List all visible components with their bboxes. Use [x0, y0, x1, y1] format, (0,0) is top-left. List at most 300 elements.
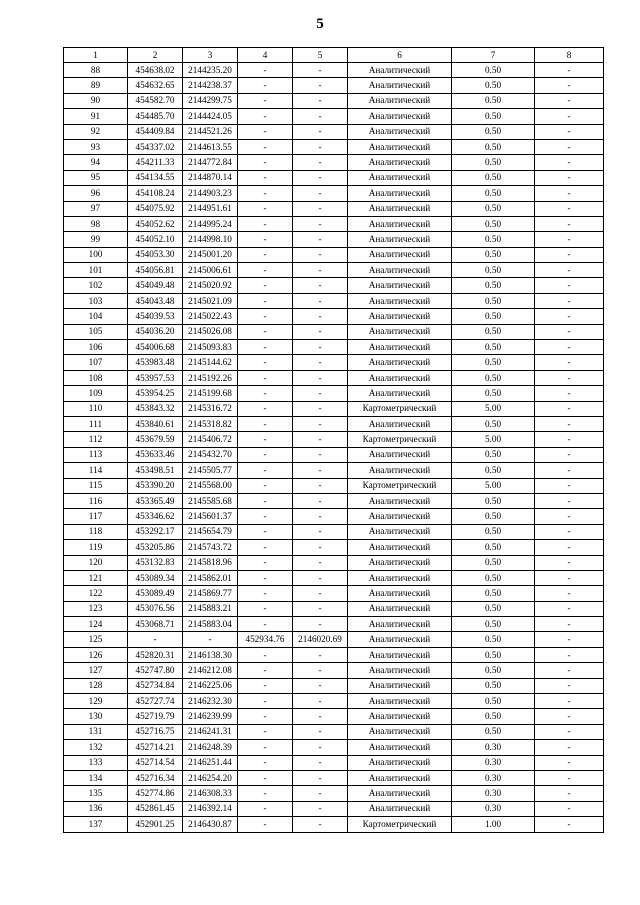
table-cell: 1.00 [452, 817, 535, 832]
table-row [64, 263, 604, 278]
table-cell: - [535, 324, 604, 339]
table-cell: - [535, 493, 604, 508]
table-cell: - [535, 216, 604, 231]
table-cell: Аналитический [348, 263, 452, 278]
column-header: 6 [348, 48, 452, 63]
table-cell: 453076.56 [128, 601, 183, 616]
table-cell: - [535, 124, 604, 139]
table-cell: 454485.70 [128, 109, 183, 124]
table-cell: - [238, 416, 293, 431]
table-cell: - [238, 555, 293, 570]
table-cell: 2144299.75 [183, 93, 238, 108]
table-cell: Аналитический [348, 324, 452, 339]
table-cell: - [238, 694, 293, 709]
table-cell: 0.50 [452, 570, 535, 585]
table-cell: - [238, 724, 293, 739]
table-cell: 2145601.37 [183, 509, 238, 524]
table-cell: - [293, 263, 348, 278]
table-cell: 127 [64, 663, 128, 678]
table-cell: 2145505.77 [183, 463, 238, 478]
table-cell: - [535, 524, 604, 539]
table-cell: 0.50 [452, 632, 535, 647]
table-row [64, 770, 604, 785]
table-cell: 90 [64, 93, 128, 108]
table-cell: 2145199.68 [183, 386, 238, 401]
table-cell: 2144521.26 [183, 124, 238, 139]
table-cell: - [238, 817, 293, 832]
table-cell: 454337.02 [128, 139, 183, 154]
table-cell: - [293, 647, 348, 662]
table-row [64, 755, 604, 770]
table-cell: 0.50 [452, 509, 535, 524]
table-cell: - [293, 755, 348, 770]
table-cell: 109 [64, 386, 128, 401]
table-cell: - [293, 340, 348, 355]
table-cell: - [293, 124, 348, 139]
table-cell: - [535, 401, 604, 416]
table-cell: - [238, 155, 293, 170]
table-cell: Аналитический [348, 694, 452, 709]
table-cell: 0.50 [452, 170, 535, 185]
table-cell: - [238, 216, 293, 231]
table-row [64, 570, 604, 585]
table-row [64, 293, 604, 308]
coordinates-table [63, 47, 604, 833]
table-cell: 96 [64, 186, 128, 201]
table-cell: 454039.53 [128, 309, 183, 324]
table-cell: - [293, 463, 348, 478]
table-cell: - [293, 232, 348, 247]
table-cell: 118 [64, 524, 128, 539]
table-cell: - [238, 186, 293, 201]
table-cell: 2144951.61 [183, 201, 238, 216]
table-cell: 103 [64, 293, 128, 308]
table-cell: 102 [64, 278, 128, 293]
table-row [64, 786, 604, 801]
table-cell: 105 [64, 324, 128, 339]
table-cell: Аналитический [348, 170, 452, 185]
table-cell: 0.30 [452, 801, 535, 816]
table-row [64, 478, 604, 493]
table-cell: - [293, 355, 348, 370]
table-cell: 0.50 [452, 586, 535, 601]
table-cell: 89 [64, 78, 128, 93]
table-cell: - [535, 139, 604, 154]
table-cell: - [293, 724, 348, 739]
table-cell: 2144870.14 [183, 170, 238, 185]
table-cell: - [293, 93, 348, 108]
table-cell: 453954.25 [128, 386, 183, 401]
table-cell: 130 [64, 709, 128, 724]
table-cell: 452861.45 [128, 801, 183, 816]
table-cell: 2145568.00 [183, 478, 238, 493]
table-row [64, 186, 604, 201]
table-cell: - [293, 663, 348, 678]
table-cell: 94 [64, 155, 128, 170]
table-cell: 454108.24 [128, 186, 183, 201]
table-row [64, 247, 604, 262]
table-cell: 453292.17 [128, 524, 183, 539]
table-cell: 112 [64, 432, 128, 447]
table-cell: - [293, 601, 348, 616]
table-row [64, 155, 604, 170]
table-cell: 452714.21 [128, 740, 183, 755]
table-cell: 0.50 [452, 540, 535, 555]
table-cell: Аналитический [348, 186, 452, 201]
table-cell: - [238, 617, 293, 632]
table-cell: 452734.84 [128, 678, 183, 693]
table-cell: 454052.62 [128, 216, 183, 231]
table-cell: Аналитический [348, 663, 452, 678]
table-cell: 132 [64, 740, 128, 755]
table-cell: Аналитический [348, 447, 452, 462]
table-row [64, 401, 604, 416]
table-cell: - [293, 309, 348, 324]
table-cell: - [238, 601, 293, 616]
table-cell: 2146212.08 [183, 663, 238, 678]
table-cell: Аналитический [348, 786, 452, 801]
table-cell: Аналитический [348, 540, 452, 555]
table-cell: - [293, 709, 348, 724]
table-cell: 101 [64, 263, 128, 278]
table-cell: - [535, 540, 604, 555]
table-cell: - [293, 740, 348, 755]
table-cell: Аналитический [348, 355, 452, 370]
table-header-row [64, 48, 604, 63]
table-cell: - [238, 232, 293, 247]
table-cell: 136 [64, 801, 128, 816]
table-cell: 2144772.84 [183, 155, 238, 170]
table-cell: 116 [64, 493, 128, 508]
table-cell: - [238, 647, 293, 662]
table-cell: 0.50 [452, 278, 535, 293]
table-row [64, 355, 604, 370]
table-cell: 452714.54 [128, 755, 183, 770]
table-cell: - [535, 247, 604, 262]
table-cell: 2145883.21 [183, 601, 238, 616]
table-cell: 113 [64, 447, 128, 462]
table-cell: - [128, 632, 183, 647]
table-cell: 2146430.87 [183, 817, 238, 832]
table-row [64, 232, 604, 247]
table-cell: 0.50 [452, 93, 535, 108]
table-cell: Аналитический [348, 770, 452, 785]
table-cell: 453346.62 [128, 509, 183, 524]
table-cell: 454409.84 [128, 124, 183, 139]
table-cell: Аналитический [348, 601, 452, 616]
table-cell: - [535, 93, 604, 108]
column-header: 7 [452, 48, 535, 63]
table-cell: - [238, 663, 293, 678]
table-cell: - [535, 755, 604, 770]
table-cell: 2145316.72 [183, 401, 238, 416]
table-cell: 0.50 [452, 617, 535, 632]
table-cell: - [535, 817, 604, 832]
table-cell: Аналитический [348, 124, 452, 139]
table-cell: - [535, 78, 604, 93]
table-cell: 452901.25 [128, 817, 183, 832]
table-cell: Аналитический [348, 678, 452, 693]
table-cell: 0.50 [452, 216, 535, 231]
table-cell: 2145883.04 [183, 617, 238, 632]
table-cell: Аналитический [348, 524, 452, 539]
table-cell: 108 [64, 370, 128, 385]
table-cell: Аналитический [348, 740, 452, 755]
table-cell: 454211.33 [128, 155, 183, 170]
table-row [64, 324, 604, 339]
table-cell: - [293, 155, 348, 170]
table-cell: 110 [64, 401, 128, 416]
table-cell: - [535, 186, 604, 201]
table-cell: - [293, 770, 348, 785]
table-cell: Аналитический [348, 278, 452, 293]
table-row [64, 647, 604, 662]
table-cell: 0.50 [452, 247, 535, 262]
table-cell: 2145432.70 [183, 447, 238, 462]
table-cell: 453983.48 [128, 355, 183, 370]
table-cell: - [293, 555, 348, 570]
table-cell: 2144235.20 [183, 63, 238, 78]
table-cell: Аналитический [348, 586, 452, 601]
table-cell: 453365.49 [128, 493, 183, 508]
table-cell: Аналитический [348, 570, 452, 585]
table-cell: Аналитический [348, 247, 452, 262]
table-row [64, 663, 604, 678]
table-cell: 2145192.26 [183, 370, 238, 385]
table-cell: 2145006.61 [183, 263, 238, 278]
table-row [64, 109, 604, 124]
table-cell: 453205.86 [128, 540, 183, 555]
table-cell: 0.50 [452, 293, 535, 308]
table-row [64, 817, 604, 832]
table-cell: 107 [64, 355, 128, 370]
table-cell: - [238, 463, 293, 478]
table-cell: 2145093.83 [183, 340, 238, 355]
table-cell: 0.50 [452, 524, 535, 539]
table-cell: 454036.20 [128, 324, 183, 339]
table-cell: - [293, 324, 348, 339]
table-cell: - [238, 340, 293, 355]
table-cell: - [293, 201, 348, 216]
table-cell: 2145021.09 [183, 293, 238, 308]
table-cell: - [535, 678, 604, 693]
table-cell: - [238, 493, 293, 508]
table-cell: 454052.10 [128, 232, 183, 247]
column-header: 3 [183, 48, 238, 63]
table-cell: 0.50 [452, 78, 535, 93]
table-cell: - [535, 355, 604, 370]
table-cell: 2145022.43 [183, 309, 238, 324]
table-cell: - [535, 386, 604, 401]
table-cell: 2144903.23 [183, 186, 238, 201]
column-header: 4 [238, 48, 293, 63]
table-row [64, 124, 604, 139]
table-cell: 452820.31 [128, 647, 183, 662]
table-cell: - [535, 709, 604, 724]
table-cell: - [293, 447, 348, 462]
table-cell: 2145001.20 [183, 247, 238, 262]
table-cell: Аналитический [348, 386, 452, 401]
table-cell: - [238, 309, 293, 324]
table-cell: 2145144.62 [183, 355, 238, 370]
table-cell: 2146392.14 [183, 801, 238, 816]
table-cell: 2145026.08 [183, 324, 238, 339]
table-cell: Аналитический [348, 632, 452, 647]
table-cell: - [293, 370, 348, 385]
table-cell: 0.50 [452, 647, 535, 662]
table-cell: 133 [64, 755, 128, 770]
table-cell: - [238, 478, 293, 493]
table-cell: - [535, 601, 604, 616]
table-row [64, 632, 604, 647]
table-row [64, 93, 604, 108]
table-cell: 2146138.30 [183, 647, 238, 662]
table-cell: 98 [64, 216, 128, 231]
table-row [64, 555, 604, 570]
table-cell: 0.50 [452, 139, 535, 154]
table-cell: 2145818.96 [183, 555, 238, 570]
table-cell: 453957.53 [128, 370, 183, 385]
table-cell: 2146254.20 [183, 770, 238, 785]
table-cell: 115 [64, 478, 128, 493]
table-cell: 117 [64, 509, 128, 524]
table-row [64, 678, 604, 693]
table-cell: - [238, 124, 293, 139]
table-cell: 92 [64, 124, 128, 139]
table-cell: Аналитический [348, 155, 452, 170]
table-cell: - [238, 386, 293, 401]
table-cell: - [535, 724, 604, 739]
table-cell: - [293, 694, 348, 709]
table-cell: 2145020.92 [183, 278, 238, 293]
table-cell: 2144998.10 [183, 232, 238, 247]
table-cell: Аналитический [348, 309, 452, 324]
table-cell: - [238, 247, 293, 262]
table-cell: 0.50 [452, 155, 535, 170]
table-cell: - [238, 278, 293, 293]
table-cell: 454582.70 [128, 93, 183, 108]
table-cell: - [238, 293, 293, 308]
table-cell: 125 [64, 632, 128, 647]
table-cell: 454075.92 [128, 201, 183, 216]
table-row [64, 601, 604, 616]
table-cell: 2145862.01 [183, 570, 238, 585]
table-row [64, 201, 604, 216]
table-cell: 0.50 [452, 109, 535, 124]
table-cell: - [293, 247, 348, 262]
table-cell: Аналитический [348, 63, 452, 78]
table-row [64, 370, 604, 385]
table-cell: 0.50 [452, 386, 535, 401]
table-cell: 0.50 [452, 663, 535, 678]
table-cell: - [535, 694, 604, 709]
table-row [64, 139, 604, 154]
table-cell: 2146020.69 [293, 632, 348, 647]
table-cell: Картометрический [348, 401, 452, 416]
table-cell: - [535, 447, 604, 462]
table-cell: 454056.81 [128, 263, 183, 278]
table-cell: 2145869.77 [183, 586, 238, 601]
table-cell: 0.30 [452, 740, 535, 755]
table-cell: 0.50 [452, 694, 535, 709]
table-cell: - [293, 586, 348, 601]
table-cell: - [293, 109, 348, 124]
table-row [64, 278, 604, 293]
table-row [64, 78, 604, 93]
table-cell: 2146232.30 [183, 694, 238, 709]
table-cell: 454053.30 [128, 247, 183, 262]
table-cell: - [238, 770, 293, 785]
table-cell: - [535, 478, 604, 493]
table-body [64, 63, 604, 833]
table-cell: - [535, 201, 604, 216]
table-row [64, 63, 604, 78]
table-cell: 454006.68 [128, 340, 183, 355]
table-cell: - [238, 432, 293, 447]
table-cell: 2144995.24 [183, 216, 238, 231]
table-cell: - [238, 201, 293, 216]
table-cell: 119 [64, 540, 128, 555]
table-cell: - [293, 801, 348, 816]
table-cell: 0.30 [452, 786, 535, 801]
table-cell: 2146225.06 [183, 678, 238, 693]
table-cell: 453068.71 [128, 617, 183, 632]
table-cell: 0.50 [452, 186, 535, 201]
table-cell: 88 [64, 63, 128, 78]
table-cell: Аналитический [348, 617, 452, 632]
column-header: 2 [128, 48, 183, 63]
table-cell: Аналитический [348, 293, 452, 308]
table-cell: - [535, 586, 604, 601]
table-cell: 2145406.72 [183, 432, 238, 447]
table-cell: - [293, 617, 348, 632]
table-cell: - [238, 324, 293, 339]
table-cell: 93 [64, 139, 128, 154]
table-cell: - [535, 263, 604, 278]
column-header: 5 [293, 48, 348, 63]
table-cell: 2146308.33 [183, 786, 238, 801]
table-cell: - [293, 509, 348, 524]
table-cell: 0.50 [452, 355, 535, 370]
table-cell: 91 [64, 109, 128, 124]
table-cell: - [238, 709, 293, 724]
table-cell: 454134.55 [128, 170, 183, 185]
table-row [64, 170, 604, 185]
table-cell: 137 [64, 817, 128, 832]
table-cell: - [293, 293, 348, 308]
table-row [64, 724, 604, 739]
table-cell: 452716.75 [128, 724, 183, 739]
table-cell: 2145654.79 [183, 524, 238, 539]
table-cell: - [293, 139, 348, 154]
table-cell: - [293, 401, 348, 416]
table-cell: 454632.65 [128, 78, 183, 93]
table-cell: - [535, 432, 604, 447]
table-cell: - [238, 755, 293, 770]
table-cell: 111 [64, 416, 128, 431]
table-cell: Аналитический [348, 232, 452, 247]
column-header: 1 [64, 48, 128, 63]
table-cell: 124 [64, 617, 128, 632]
table-cell: Аналитический [348, 93, 452, 108]
table-cell: - [238, 93, 293, 108]
table-cell: - [293, 278, 348, 293]
table-row [64, 216, 604, 231]
table-cell: 2145743.72 [183, 540, 238, 555]
table-cell: - [293, 524, 348, 539]
table-cell: 2144238.37 [183, 78, 238, 93]
table-cell: - [535, 555, 604, 570]
